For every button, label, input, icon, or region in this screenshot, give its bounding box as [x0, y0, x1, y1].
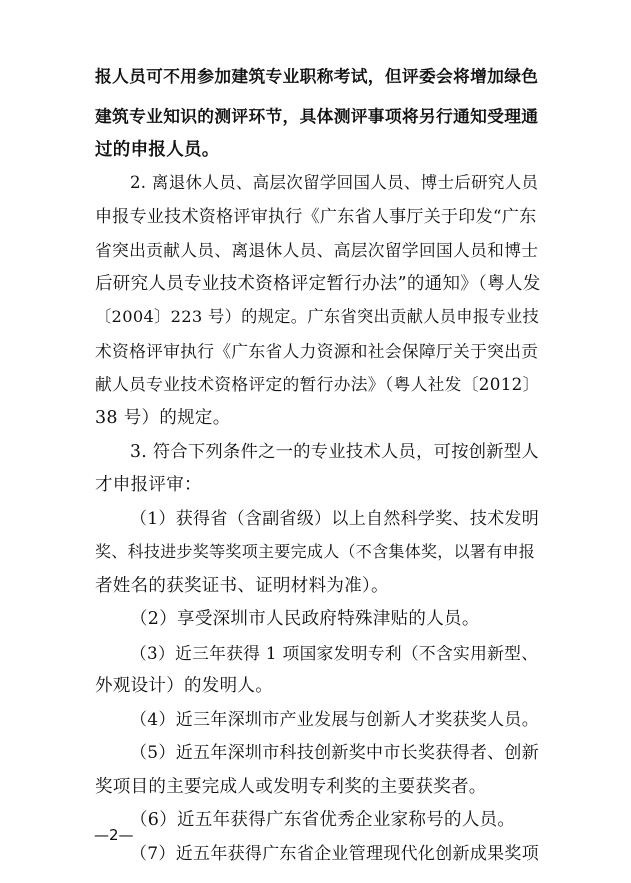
- paragraph-line: 38 号）的规定。: [95, 408, 231, 428]
- list-item-continuation: 外观设计）的发明人。: [95, 676, 273, 696]
- list-item-continuation: 者姓名的获奖证书、证明材料为准）。: [95, 576, 389, 596]
- paragraph-line: 才申报评审：: [95, 475, 202, 495]
- list-item-continuation: 奖项目的主要完成人或发明专利奖的主要获奖者。: [95, 777, 487, 797]
- paragraph-line: 过的申报人员。: [95, 140, 220, 160]
- paragraph-line: 术资格评审执行《广东省人力资源和社会保障厅关于突出贡: [95, 341, 539, 361]
- paragraph-line: 3. 符合下列条件之一的专业技术人员，可按创新型人: [130, 442, 539, 462]
- paragraph-line: 2. 离退休人员、高层次留学回国人员、博士后研究人员: [130, 173, 539, 192]
- list-item: （6）近五年获得广东省优秀企业家称号的人员。: [130, 810, 516, 830]
- list-item: （3）近三年获得 1 项国家发明专利（不含实用新型、: [130, 643, 539, 663]
- paragraph-line: 献人员专业技术资格评定的暂行办法》（粤人社发〔2012〕: [95, 374, 540, 394]
- list-item: （4）近三年深圳市产业发展与创新人才奖获奖人员。: [130, 710, 540, 730]
- list-item: （1）获得省（含副省级）以上自然科学奖、技术发明: [130, 509, 540, 529]
- paragraph-line: 省突出贡献人员、离退休人员、高层次留学回国人员和博士: [95, 240, 539, 260]
- paragraph-line: 后研究人员专业技术资格评定暂行办法”的通知》（粤人发: [95, 274, 541, 294]
- list-item: （5）近五年深圳市科技创新奖中市长奖获得者、创新: [130, 743, 540, 763]
- paragraph-line: 〔2004〕223 号）的规定。广东省突出贡献人员申报专业技: [95, 307, 540, 326]
- list-item: （2）享受深圳市人民政府特殊津贴的人员。: [130, 609, 480, 629]
- paragraph-line: 报人员可不用参加建筑专业职称考试，但评委会将增加绿色: [95, 66, 539, 86]
- list-item: （7）近五年获得广东省企业管理现代化创新成果奖项: [130, 844, 540, 864]
- paragraph-line: 建筑专业知识的测评环节，具体测评事项将另行通知受理通: [95, 106, 539, 126]
- list-item-continuation: 奖、科技进步奖等奖项主要完成人（不含集体奖，以署有申报: [95, 542, 536, 561]
- page-number: —2—: [94, 826, 134, 844]
- paragraph-line: 申报专业技术资格评审执行《广东省人事厅关于印发“广东: [95, 207, 537, 227]
